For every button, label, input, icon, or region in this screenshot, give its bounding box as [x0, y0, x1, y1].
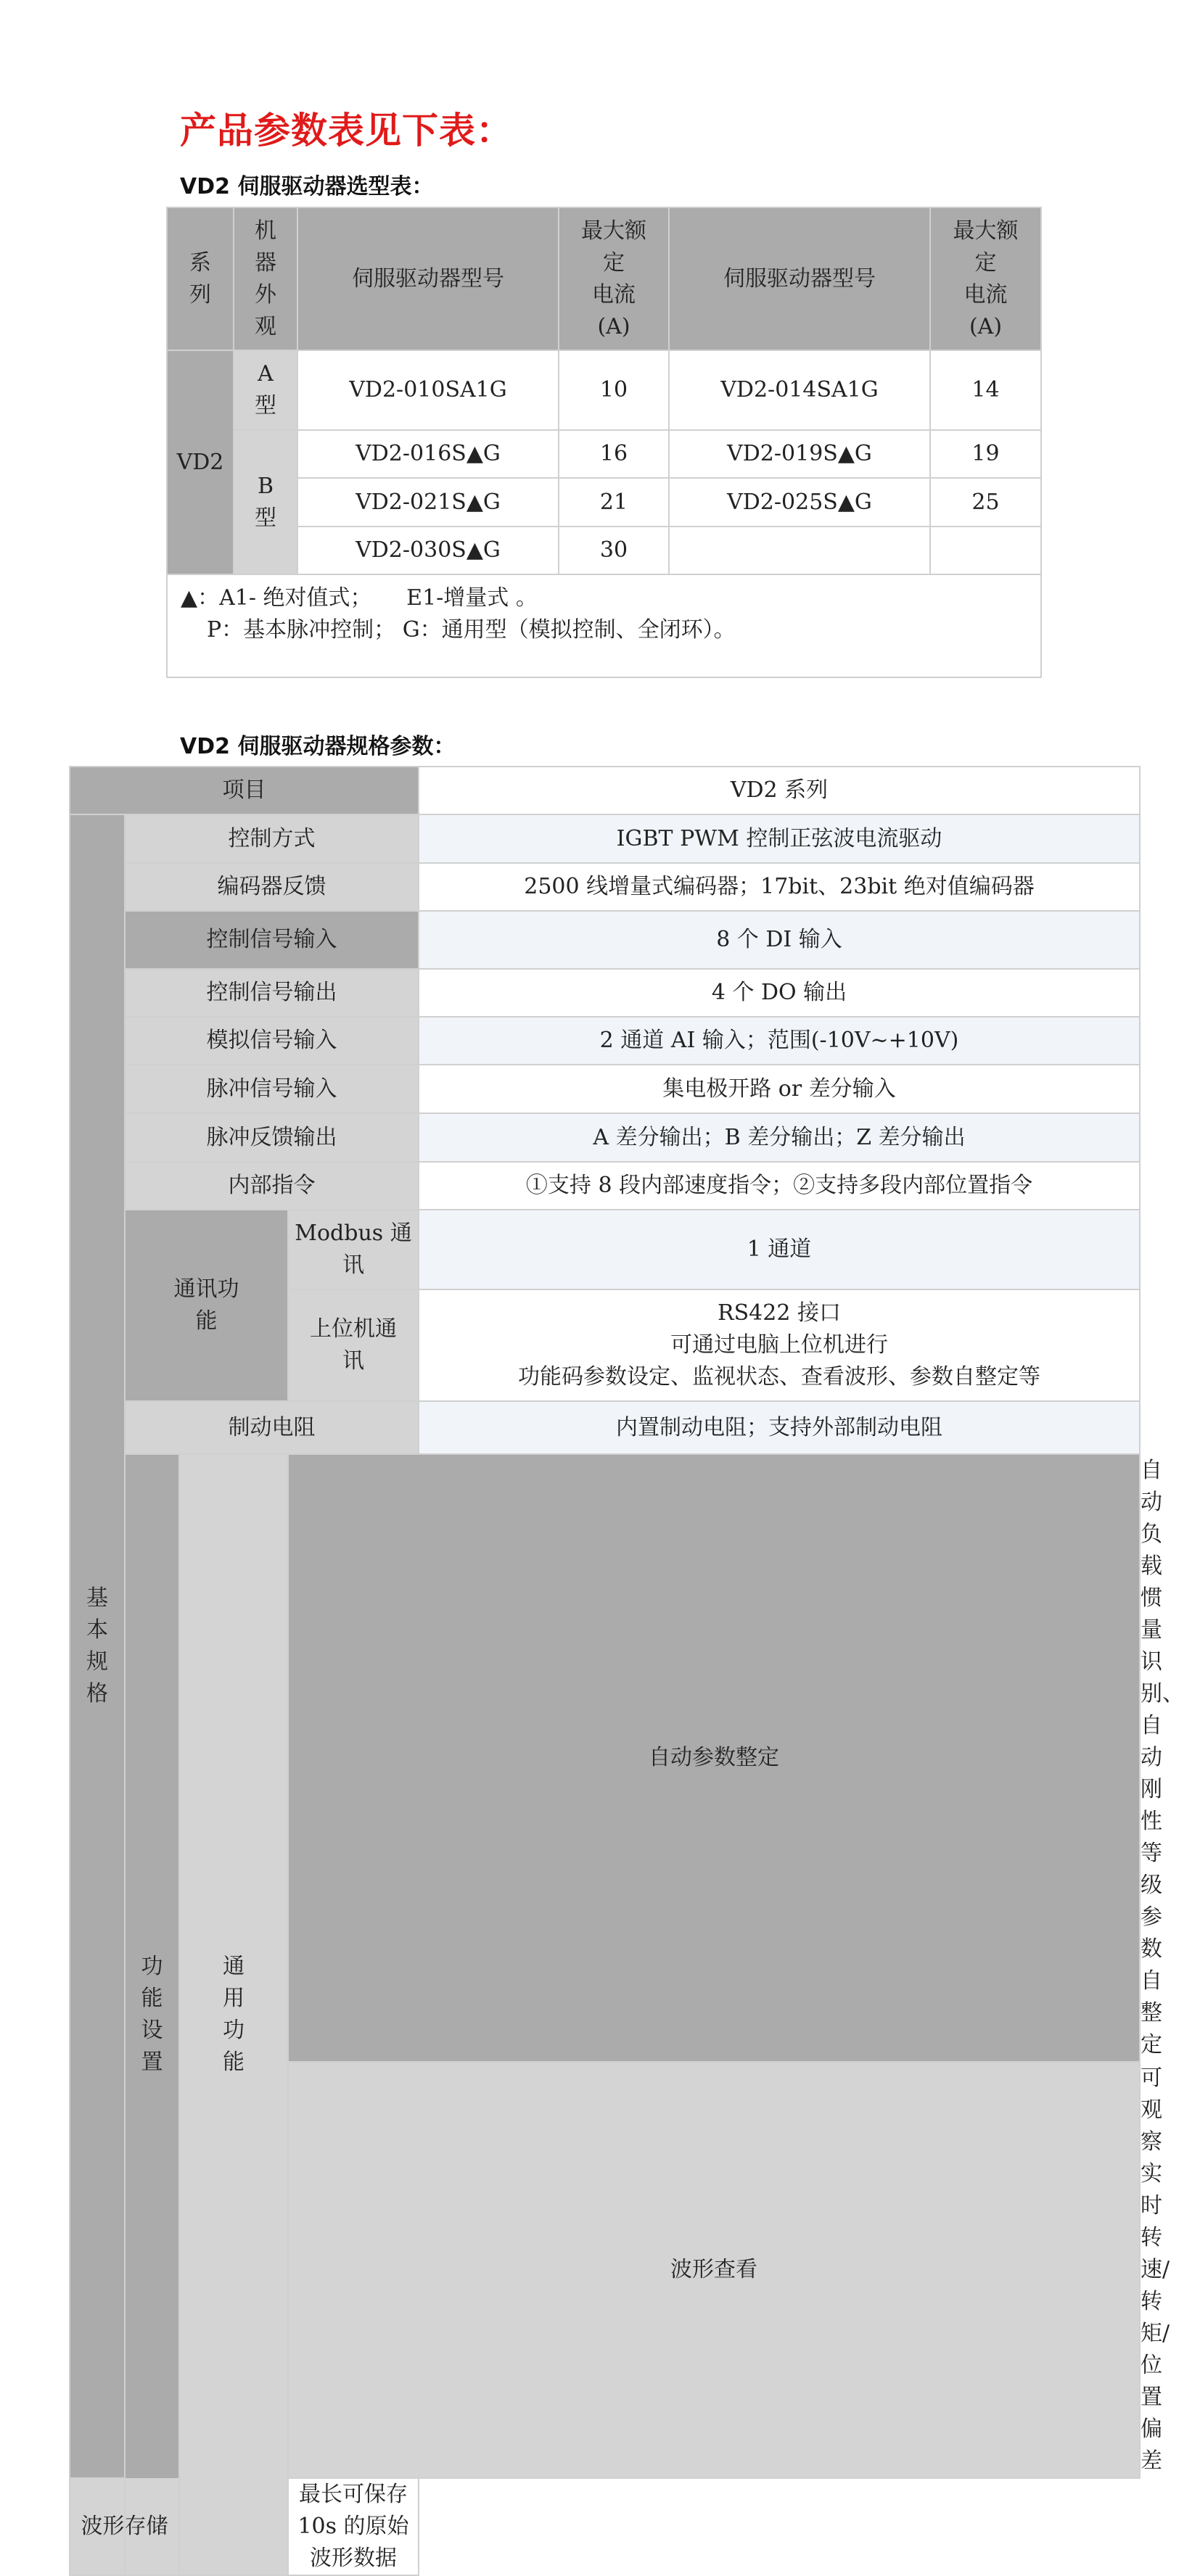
label-control-mode: 控制方式: [125, 814, 419, 863]
header-model-2: 伺服驱动器型号: [669, 207, 930, 350]
value-pulse-in: 集电极开路 or 差分输入: [419, 1065, 1140, 1113]
value-analog-in: 2 通道 AI 输入；范围(-10V~+10V): [419, 1017, 1140, 1065]
value-modbus: 1 通道: [419, 1210, 1140, 1289]
current-cell: 16: [559, 430, 669, 478]
header-model-1: 伺服驱动器型号: [297, 207, 559, 350]
current-cell: 14: [930, 350, 1041, 430]
category-common: 通 用 功 能: [179, 1454, 288, 2575]
header-current-1: 最大额 定 电流 (A): [559, 207, 669, 350]
page-title: 产品参数表见下表：: [180, 110, 513, 152]
label-host: 上位机通 讯: [288, 1289, 419, 1401]
model-cell: VD2-019S▲G: [669, 430, 930, 478]
header-item: 项目: [70, 767, 419, 814]
label-encoder: 编码器反馈: [125, 863, 419, 911]
note-line-1: ▲：A1- 绝对值式； E1-增量式 。: [181, 585, 538, 611]
label-internal: 内部指令: [125, 1162, 419, 1210]
series-vd2: VD2: [167, 350, 234, 574]
label-communication: 通讯功 能: [125, 1210, 288, 1401]
model-cell: VD2-021S▲G: [297, 478, 559, 527]
type-a: A 型: [234, 350, 297, 430]
current-cell: 19: [930, 430, 1041, 478]
current-cell: 21: [559, 478, 669, 527]
label-modbus: Modbus 通 讯: [288, 1210, 419, 1289]
value-control-mode: IGBT PWM 控制正弦波电流驱动: [419, 814, 1140, 863]
label-ctrl-in: 控制信号输入: [125, 911, 419, 969]
value-ctrl-in: 8 个 DI 输入: [419, 911, 1140, 969]
current-cell: [930, 527, 1041, 574]
model-cell: VD2-025S▲G: [669, 478, 930, 527]
header-series: 系 列: [167, 207, 234, 350]
selection-heading: VD2 伺服驱动器选型表：: [180, 174, 434, 199]
label-autotune: 自动参数整定: [288, 1454, 1140, 2062]
note-line-2: P：基本脉冲控制； G：通用型（模拟控制、全闭环）。: [207, 617, 736, 643]
current-cell: 25: [930, 478, 1041, 527]
value-encoder: 2500 线增量式编码器；17bit、23bit 绝对值编码器: [419, 863, 1140, 911]
model-cell: VD2-014SA1G: [669, 350, 930, 430]
label-wave-store: 波形存储: [70, 2478, 179, 2575]
model-cell: VD2-030S▲G: [297, 527, 559, 574]
label-brake: 制动电阻: [125, 1401, 419, 1454]
value-wave-store: 最长可保存 10s 的原始波形数据: [288, 2478, 419, 2575]
category-basic: 基 本 规 格: [70, 814, 125, 2478]
label-ctrl-out: 控制信号输出: [125, 969, 419, 1017]
current-cell: 30: [559, 527, 669, 574]
value-brake: 内置制动电阻；支持外部制动电阻: [419, 1401, 1140, 1454]
model-cell: VD2-010SA1G: [297, 350, 559, 430]
header-appearance: 机 器 外 观: [234, 207, 297, 350]
current-cell: 10: [559, 350, 669, 430]
spec-heading: VD2 伺服驱动器规格参数：: [180, 734, 456, 759]
spec-table: 项目 VD2 系列 基 本 规 格 控制方式 IGBT PWM 控制正弦波电流驱动 编码器反馈 2500 线增量式编码器；17bit、23bit 绝对值编码器 控制信号输入 8 个 DI 输入 控制信号输出 4 个 DO 输出 模拟信号输入 2 通道 AI 输入；范围(-10V~+10V) 脉冲信号输入 集电极开路 or 差分输入 脉冲反馈输出 A 差分输出；B 差分输出；Z 差分输出 内部指令 ①支持 8 段内部速度指令；②支持多段内部位置指令 通讯功 能 Modbus 通 讯 1 通道 上位机通 讯 RS422 接口 可通过电脑上位机进行 功能码参数设定、监视状态、查看波形、参数自整定等 制动电阻 内置制动电阻；支持外部制动电阻 功 能 设 置 通 用 功 能 自动参数整定 自动负载惯量识别、自动刚性等级参数自整定 波形查看 可观察实时转速/转矩/位置偏差 波形存储 最长可保存 10s 的原始波形数据: [69, 766, 1141, 2576]
value-ctrl-out: 4 个 DO 输出: [419, 969, 1140, 1017]
model-cell: VD2-016S▲G: [297, 430, 559, 478]
header-value: VD2 系列: [419, 767, 1140, 814]
header-current-2: 最大额 定 电流 (A): [930, 207, 1041, 350]
category-function: 功 能 设 置: [125, 1454, 179, 2575]
model-cell: [669, 527, 930, 574]
label-wave-view: 波形查看: [288, 2062, 1140, 2478]
selection-table: [166, 207, 1042, 678]
value-host: RS422 接口 可通过电脑上位机进行 功能码参数设定、监视状态、查看波形、参数自整定等: [419, 1289, 1140, 1401]
label-analog-in: 模拟信号输入: [125, 1017, 419, 1065]
value-pulse-out: A 差分输出；B 差分输出；Z 差分输出: [419, 1113, 1140, 1162]
type-b: B 型: [234, 430, 297, 574]
label-pulse-out: 脉冲反馈输出: [125, 1113, 419, 1162]
label-pulse-in: 脉冲信号输入: [125, 1065, 419, 1113]
value-internal: ①支持 8 段内部速度指令；②支持多段内部位置指令: [419, 1162, 1140, 1210]
selection-note: [167, 574, 1041, 677]
